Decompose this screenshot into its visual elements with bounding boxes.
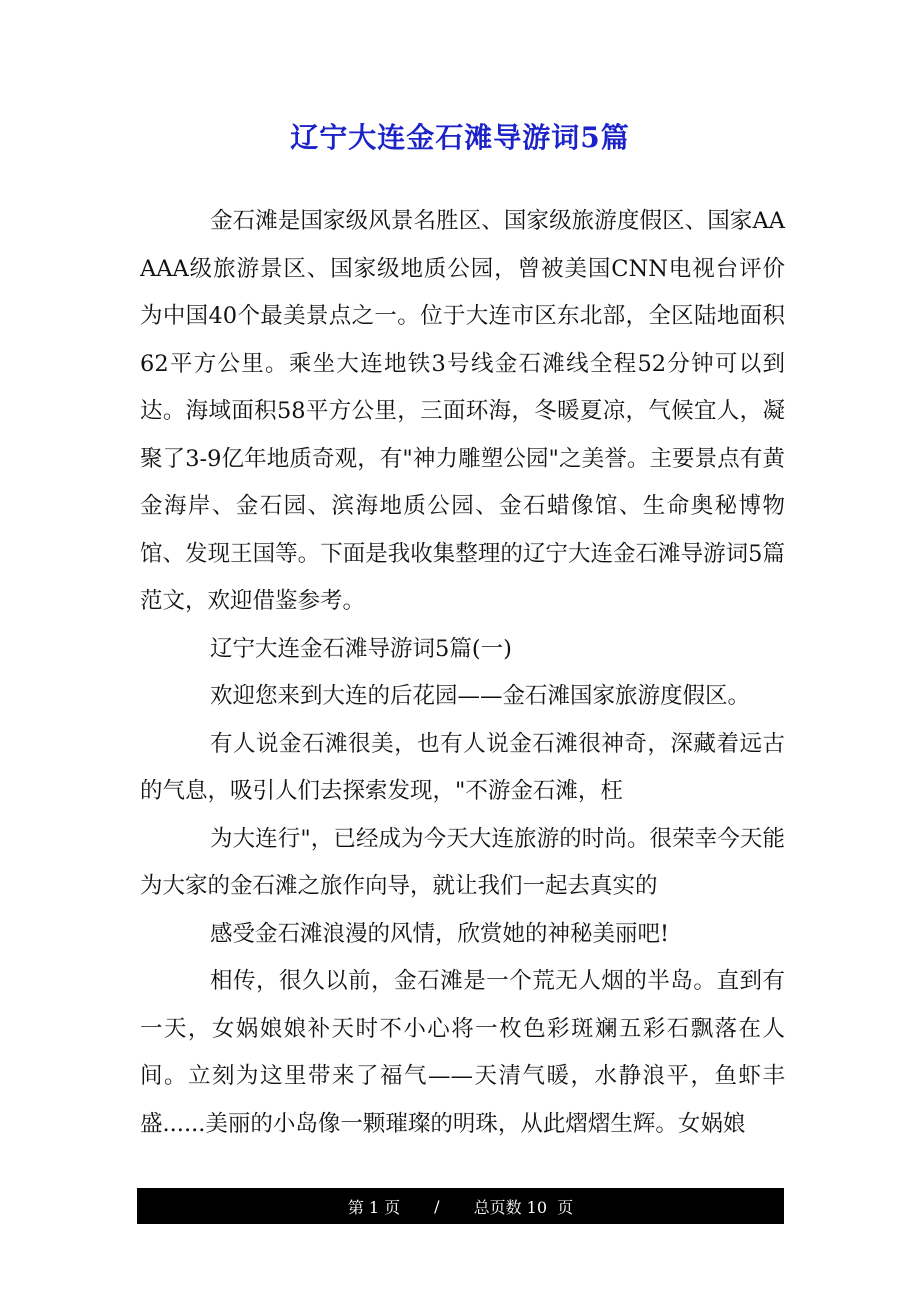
paragraph: 为大连行"，已经成为今天大连旅游的时尚。很荣幸今天能为大家的金石滩之旅作向导，就让我们一起去真实的 [140,825,785,899]
paragraph: 感受金石滩浪漫的风情，欣赏她的神秘美丽吧! [210,920,670,947]
document-title: 辽宁大连金石滩导游词5篇 [290,121,630,154]
paragraph: 相传，很久以前，金石滩是一个荒无人烟的半岛。直到有一天，女娲娘娘补天时不小心将一枚色彩斑斓五彩石飘落在人间。立刻为这里带来了福气——天清气暖，水静浪平，鱼虾丰盛......美丽的小岛像一颗璀璨的明珠，从此熠熠生辉。女娲娘 [140,968,785,1137]
paragraph: 有人说金石滩很美，也有人说金石滩很神奇，深藏着远古的气息，吸引人们去探索发现，"不游金石滩，枉 [140,730,785,804]
total-pages: 总页数 10 页 [473,1197,574,1217]
paragraph: 金石滩是国家级风景名胜区、国家级旅游度假区、国家AAAAA级旅游景区、国家级地质公园，曾被美国CNN电视台评价为中国40个最美景点之一。位于大连市区东北部，全区陆地面积62平方公里。乘坐大连地铁3号线金石滩线全程52分钟可以到达。海域面积58平方公里，三面环海，冬暖夏凉，气候宜人，凝聚了3-9亿年地质奇观，有"神力雕塑公园"之美誉。主要景点有黄金海岸、金石园、滨海地质公园、金石蜡像馆、生命奥秘博物馆、发现王国等。下面是我收集整理的辽宁大连金石滩导游词5篇范文，欢迎借鉴参考。 [140,208,785,614]
footer-separator: / [434,1196,440,1216]
document-body [140,198,785,1148]
page-number: 第 1 页 [347,1197,401,1217]
paragraph: 辽宁大连金石滩导游词5篇(一) [210,635,512,662]
page-footer [137,1188,784,1224]
paragraph: 欢迎您来到大连的后花园——金石滩国家旅游度假区。 [210,683,751,709]
